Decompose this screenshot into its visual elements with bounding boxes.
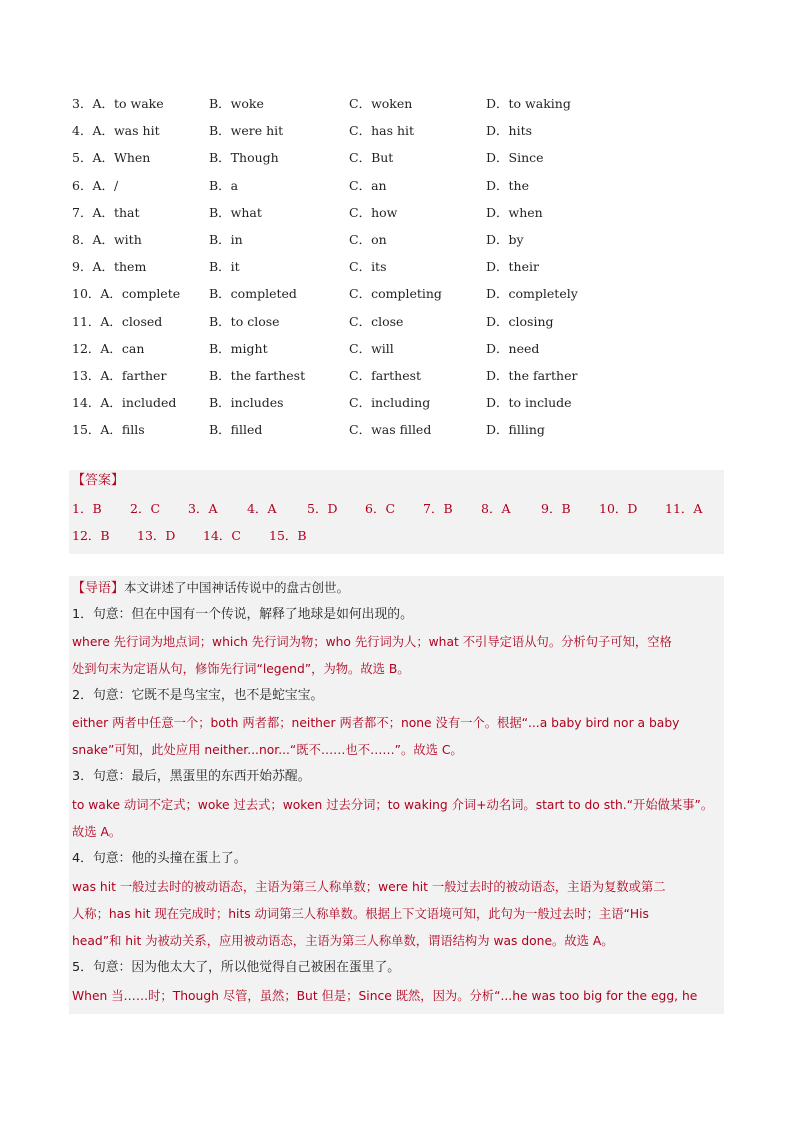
sentence-meaning-line: 4．句意：他的头撞在蛋上了。 [72, 851, 247, 866]
option-text: D．their [486, 259, 539, 275]
option-text: B．filled [209, 422, 263, 438]
sentence-meaning-line: 3．句意：最后，黑蛋里的东西开始苏醒。 [72, 769, 311, 784]
question-number: 14． [72, 395, 101, 411]
question-option-c [349, 366, 421, 386]
answer-item: 5．D [307, 501, 338, 516]
explanation-line: snake”可知，此处应用 neither...nor...“既不……也不……”。故选 C。 [72, 743, 463, 757]
option-text: A．farther [100, 368, 167, 383]
question-option-d [486, 366, 577, 386]
question-option-b [209, 230, 243, 250]
question-option-a [72, 148, 150, 168]
answer-item: 3．A [188, 501, 218, 516]
answer-item: 7．B [423, 501, 453, 516]
answer-item: 1．B [72, 501, 102, 516]
question-number: 5． [72, 150, 93, 166]
option-text: B．might [209, 340, 268, 356]
explanation-line: 处到句末为定语从句，修饰先行词“legend”，为物。故选 B。 [72, 662, 410, 676]
question-option-d [486, 284, 578, 304]
option-text: C．how [349, 204, 398, 220]
question-option-a [72, 230, 142, 250]
question-option-c [349, 393, 430, 413]
question-option-a [72, 284, 180, 304]
sentence-meaning-line: 1．句意：但在中国有一个传说，解释了地球是如何出现的。 [72, 607, 413, 622]
question-option-a [72, 203, 140, 223]
option-text: C．was filled [349, 422, 432, 438]
option-text: A．fills [100, 422, 145, 438]
question-option-c [349, 284, 442, 304]
option-text: D．completely [486, 286, 578, 302]
question-option-d [486, 312, 554, 332]
question-number: 15． [72, 422, 101, 438]
answer-item: 15．B [269, 528, 307, 543]
option-text: A．/ [92, 177, 119, 193]
option-text: B．what [209, 204, 262, 220]
option-text: D．hits [486, 123, 533, 139]
question-option-d [486, 339, 539, 359]
question-option-b [209, 121, 283, 141]
question-option-c [349, 312, 403, 332]
question-number: 13． [72, 368, 101, 383]
question-option-c [349, 203, 397, 223]
option-text: D．to waking [486, 96, 571, 111]
question-option-a [72, 257, 146, 277]
option-text: A．can [100, 340, 145, 356]
option-text: C．has hit [349, 123, 415, 139]
option-text: D．closing [486, 313, 554, 329]
option-text: C．including [349, 395, 431, 411]
question-option-b [209, 312, 280, 332]
question-option-d [486, 393, 572, 413]
option-text: B．woke [209, 96, 264, 111]
question-option-a [72, 366, 166, 386]
explanation-line: where 先行词为地点词；which 先行词为物；who 先行词为人；what 不引导定语从句。分析句子可知，空格 [72, 635, 672, 649]
sentence-meaning-line: 2．句意：它既不是鸟宝宝，也不是蛇宝宝。 [72, 688, 324, 703]
question-option-d [486, 257, 539, 277]
guide-label: 【导语】 [72, 581, 125, 596]
question-option-d [486, 121, 532, 141]
explanation-line: was hit 一般过去时的被动语态，主语为第三人称单数；were hit 一般过去时的被动语态，主语为复数或第二 [72, 880, 666, 894]
option-text: B．to close [209, 313, 280, 329]
explanation-line: When 当……时；Though 尽管，虽然；But 但是；Since 既然，因为。分析“...he was too big for the egg, he [72, 989, 698, 1003]
option-text: B．includes [209, 395, 284, 411]
question-option-c [349, 420, 431, 440]
question-option-a [72, 339, 144, 359]
option-text: D．filling [486, 422, 545, 438]
option-text: B．it [209, 259, 240, 275]
option-text: A．When [92, 150, 151, 166]
option-text: D．Since [486, 150, 544, 166]
question-option-a [72, 121, 160, 141]
question-option-c [349, 121, 414, 141]
question-option-b [209, 339, 268, 359]
option-text: C．close [349, 313, 404, 329]
question-option-b [209, 94, 264, 114]
option-text: B．Though [209, 150, 279, 166]
option-text: A．complete [100, 286, 181, 302]
question-option-c [349, 94, 412, 114]
question-option-d [486, 176, 529, 196]
question-number: 7． [72, 204, 93, 220]
question-option-a [72, 94, 164, 114]
question-option-c [349, 257, 387, 277]
question-option-b [209, 176, 238, 196]
question-number: 8． [72, 232, 93, 247]
option-text: A．with [92, 232, 142, 247]
option-text: C．will [349, 340, 394, 356]
option-text: D．when [486, 204, 543, 220]
option-text: D．the farther [486, 368, 578, 383]
option-text: C．its [349, 259, 387, 275]
option-text: B．a [209, 177, 239, 193]
explanation-line: either 两者中任意一个；both 两者都；neither 两者都不；none 没有一个。根据“...a baby bird nor a baby [72, 716, 680, 730]
answer-item: 12．B [72, 528, 110, 543]
option-text: B．the farthest [209, 368, 306, 383]
question-number: 6． [72, 177, 93, 193]
option-text: C．an [349, 177, 387, 193]
answer-item: 14．C [203, 528, 241, 543]
option-text: B．in [209, 232, 243, 247]
question-option-b [209, 203, 262, 223]
question-option-a [72, 176, 118, 196]
question-option-b [209, 148, 279, 168]
question-number: 12． [72, 340, 101, 356]
option-text: A．was hit [92, 123, 160, 139]
answer-item: 4．A [247, 501, 277, 516]
question-option-b [209, 366, 305, 386]
question-option-d [486, 230, 524, 250]
guide-line [72, 578, 349, 599]
option-text: C．farthest [349, 368, 422, 383]
question-option-b [209, 420, 262, 440]
option-text: A．included [100, 395, 177, 411]
question-option-d [486, 94, 571, 114]
question-option-b [209, 284, 297, 304]
option-text: A．to wake [92, 96, 164, 111]
answer-item: 10．D [599, 501, 638, 516]
question-number: 4． [72, 123, 93, 139]
answer-item: 6．C [365, 501, 396, 516]
question-option-d [486, 203, 543, 223]
question-number: 11． [72, 313, 101, 329]
option-text: C．on [349, 232, 387, 247]
option-text: B．were hit [209, 123, 284, 139]
question-number: 10． [72, 286, 101, 302]
answer-heading: 【答案】 [72, 473, 125, 488]
answer-item: 11．A [665, 501, 703, 516]
option-text: D．need [486, 340, 540, 356]
answer-item: 2．C [130, 501, 161, 516]
option-text: A．closed [100, 313, 163, 329]
question-option-c [349, 148, 393, 168]
question-option-c [349, 339, 394, 359]
guide-text: 本文讲述了中国神话传说中的盘古创世。 [124, 580, 350, 595]
option-text: C．woken [349, 96, 413, 111]
question-option-a [72, 420, 145, 440]
option-text: D．to include [486, 395, 572, 411]
question-number: 3． [72, 96, 93, 111]
explanation-line: head”和 hit 为被动关系，应用被动语态，主语为第三人称单数，谓语结构为 was done。故选 A。 [72, 934, 614, 948]
option-text: A．them [92, 259, 147, 275]
sentence-meaning-line: 5．句意：因为他太大了，所以他觉得自己被困在蛋里了。 [72, 960, 401, 975]
answer-item: 8．A [481, 501, 511, 516]
question-option-c [349, 230, 387, 250]
question-option-b [209, 257, 240, 277]
option-text: B．completed [209, 286, 297, 302]
explanation-line: to wake 动词不定式；woke 过去式；woken 过去分词；to waking 介词+动名词。start to do sth.“开始做某事”。 [72, 798, 714, 812]
explanation-line: 故选 A。 [72, 825, 122, 839]
question-number: 9． [72, 259, 93, 275]
option-text: D．by [486, 232, 524, 247]
explanation-line: 人称；has hit 现在完成时；hits 动词第三人称单数。根据上下文语境可知，此句为一般过去时；主语“His [72, 907, 649, 921]
answer-item: 9．B [541, 501, 571, 516]
question-option-b [209, 393, 284, 413]
question-option-c [349, 176, 387, 196]
option-text: C．But [349, 150, 394, 166]
question-option-a [72, 393, 176, 413]
question-option-d [486, 148, 544, 168]
answer-item: 13．D [137, 528, 176, 543]
option-text: C．completing [349, 286, 442, 302]
question-option-d [486, 420, 545, 440]
question-option-a [72, 312, 162, 332]
option-text: D．the [486, 177, 529, 193]
option-text: A．that [92, 204, 140, 220]
